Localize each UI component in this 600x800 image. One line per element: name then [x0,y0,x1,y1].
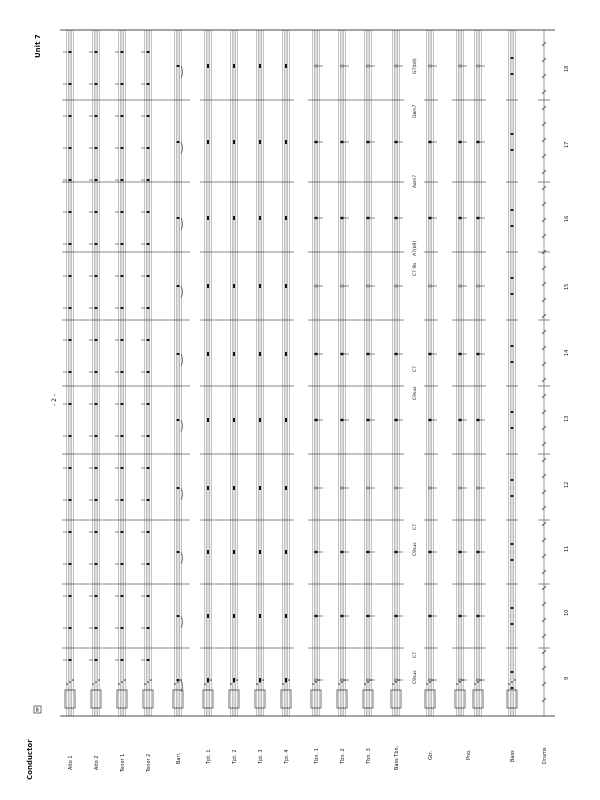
note-head [94,275,97,277]
key-signature-mark [204,683,206,685]
whole-rest [207,284,209,288]
note-head [177,679,180,681]
instrument-label-tpt-4: Tpt. 4 [284,749,290,764]
key-signature-mark [392,683,394,685]
note-head [314,141,317,143]
whole-rest [285,140,287,144]
note-head [146,147,149,149]
chord-symbol: G7(b9) [413,58,418,74]
note-head [476,419,479,421]
note-head [146,499,149,501]
instrument-label-bass: Bass [510,750,516,762]
note-head [94,307,97,309]
note-head [340,419,343,421]
note-head [511,73,514,75]
note-head [94,211,97,213]
note-head [68,275,71,277]
key-signature-mark [262,679,264,681]
note-head [120,275,123,277]
note-head [68,51,71,53]
chord-symbol: C9sus [413,386,418,400]
note-head [68,147,71,149]
instrument-label-bass-tbn: Bass Tbn. [394,745,400,770]
note-head [94,403,97,405]
whole-rest [259,550,261,554]
note-head [394,141,397,143]
note-head [120,179,123,181]
instrument-label-tpt-2: Tpt. 2 [232,749,238,764]
instrument-label-tenor-1: Tenor 1 [120,753,126,772]
note-head [68,531,71,533]
whole-rest [285,216,287,220]
note-head [314,217,317,219]
key-signature-mark [118,683,120,685]
note-head [68,627,71,629]
key-signature-mark [256,683,258,685]
note-head [511,607,514,609]
note-head [511,149,514,151]
chord-symbol: Døm7 [413,104,418,118]
staff [313,30,319,716]
instrument-label-tenor-2: Tenor 2 [146,753,152,772]
note-head [68,563,71,565]
note-head [428,141,431,143]
key-signature-mark [395,681,397,683]
whole-rest [207,64,209,68]
chord-symbol: C9sus [413,542,418,556]
note-head [366,217,369,219]
note-head [120,595,123,597]
note-head [68,659,71,661]
instrument-label-pno: Pno. [466,749,472,760]
key-signature-mark [174,683,176,685]
note-head [68,307,71,309]
note-head [476,217,479,219]
measure-number: 16 [564,215,570,222]
note-head [68,467,71,469]
key-signature-mark [456,683,458,685]
note-head [120,531,123,533]
note-head [394,419,397,421]
measure-number: 15 [564,283,570,290]
whole-rest [207,678,209,682]
note-head [146,627,149,629]
notes-layer [63,42,546,708]
note-head [146,51,149,53]
note-head [94,51,97,53]
staff [283,30,289,716]
conductor-label: Conductor [26,739,34,780]
key-signature-mark [474,683,476,685]
staves-layer [67,30,544,716]
instrument-label-tpt-3: Tpt. 3 [258,749,264,764]
note-head [68,211,71,213]
note-head [511,57,514,59]
measure-number: 13 [564,415,570,422]
whole-rest [259,216,261,220]
note-head [94,627,97,629]
note-head [68,115,71,117]
key-signature-mark [150,679,152,681]
staff [365,30,371,716]
key-signature-mark [514,679,516,681]
measure-number: 11 [564,545,570,552]
note-head [511,623,514,625]
page-number: - 2 - [51,394,58,406]
note-head [94,563,97,565]
note-head [366,615,369,617]
key-signature-mark [72,679,74,681]
note-head [120,467,123,469]
note-head [511,277,514,279]
key-signature-mark [95,681,97,683]
note-head [458,353,461,355]
whole-rest [259,284,261,288]
note-head [146,403,149,405]
note-head [68,499,71,501]
whole-rest [233,64,235,68]
whole-rest [207,418,209,422]
whole-rest [233,216,235,220]
note-head [511,543,514,545]
note-head [68,83,71,85]
whole-rest [285,64,287,68]
note-head [120,371,123,373]
measure-number: 10 [564,609,570,616]
note-head [366,141,369,143]
barlines-layer [60,30,555,716]
note-head [394,217,397,219]
note-head [146,467,149,469]
note-head [511,687,514,689]
note-head [428,419,431,421]
note-head [94,467,97,469]
note-head [94,179,97,181]
measure-number: 9 [564,676,570,680]
note-head [511,361,514,363]
note-head [314,419,317,421]
note-head [314,353,317,355]
whole-rest [207,140,209,144]
whole-rest [259,614,261,618]
note-head [177,487,180,489]
whole-rest [233,140,235,144]
note-head [94,595,97,597]
key-signature-mark [367,681,369,683]
instrument-label-bari: Bari. [176,752,182,764]
note-head [94,83,97,85]
chord-symbol: C7 [413,651,418,658]
note-head [120,307,123,309]
chord-symbol: C7 [413,365,418,372]
note-head [511,133,514,135]
note-head [458,551,461,553]
note-head [120,115,123,117]
note-head [94,531,97,533]
note-head [68,243,71,245]
note-head [146,531,149,533]
key-signature-mark [98,679,100,681]
whole-rest [233,614,235,618]
whole-rest [259,486,261,490]
staff [393,30,399,716]
chord-symbol: Aøm7 [413,174,418,188]
whole-rest [233,486,235,490]
key-signature-mark [508,683,510,685]
staff [231,30,237,716]
note-head [511,293,514,295]
note-head [458,419,461,421]
note-head [177,141,180,143]
note-head [146,83,149,85]
note-head [68,403,71,405]
instrument-label-tbn-2: Tbn. 2 [340,748,346,764]
note-head [177,65,180,67]
key-signature-mark [66,683,68,685]
note-head [340,217,343,219]
whole-rest [207,216,209,220]
note-head [120,499,123,501]
chord-symbol: A7(b9) [413,240,418,256]
note-head [340,615,343,617]
note-head [394,615,397,617]
measure-number: 18 [564,65,570,72]
note-head [120,339,123,341]
staff [457,30,463,716]
key-signature-mark [236,679,238,681]
whole-rest [285,550,287,554]
note-head [476,551,479,553]
note-head [120,83,123,85]
measure-number: 14 [564,349,570,356]
note-head [476,615,479,617]
key-signature-mark [364,683,366,685]
measure-numbers [564,66,570,680]
note-head [428,217,431,219]
key-signature-mark [147,681,149,683]
key-signature-mark [338,683,340,685]
note-head [146,307,149,309]
measure-number: 17 [564,141,570,148]
note-head [94,435,97,437]
note-head [340,141,343,143]
key-signature-mark [177,681,179,683]
note-head [428,615,431,617]
note-head [68,435,71,437]
note-head [94,339,97,341]
key-signature-mark [230,683,232,685]
whole-rest [285,284,287,288]
whole-rest [259,64,261,68]
key-signature-mark [315,681,317,683]
note-head [177,551,180,553]
note-head [68,595,71,597]
instrument-label-alto-1: Alto 1 [68,755,74,770]
note-head [120,211,123,213]
note-head [146,115,149,117]
note-head [340,551,343,553]
key-signature-mark [282,683,284,685]
note-head [458,217,461,219]
key-signature-mark [477,681,479,683]
note-head [94,371,97,373]
measure-number: 12 [564,481,570,488]
note-head [428,353,431,355]
guitar-chord-symbols [412,58,418,684]
note-head [177,217,180,219]
note-head [120,51,123,53]
whole-rest [285,418,287,422]
note-head [366,551,369,553]
unit-label: Unit 7 [34,34,42,58]
note-head [511,427,514,429]
note-head [146,595,149,597]
note-head [68,339,71,341]
note-head [120,563,123,565]
note-head [146,371,149,373]
note-head [476,141,479,143]
note-head [146,243,149,245]
key-signature-mark [92,683,94,685]
instrument-label-tpt-1: Tpt. 1 [206,749,212,764]
key-signature-mark [69,681,71,683]
note-head [314,551,317,553]
whole-rest [285,678,287,682]
staff [475,30,481,716]
chord-symbol: C7 9b [413,262,418,276]
staff [257,30,263,716]
whole-rest [285,486,287,490]
instrument-label-gtr: Gtr. [428,750,434,760]
whole-rest [285,352,287,356]
instrument-label-alto-2: Alto 2 [94,755,100,770]
whole-rest [233,550,235,554]
note-head [511,225,514,227]
note-head [511,479,514,481]
staff [205,30,211,716]
note-head [94,243,97,245]
note-head [340,353,343,355]
note-head [146,339,149,341]
key-signature-mark [124,679,126,681]
key-signature-mark [144,683,146,685]
note-head [511,495,514,497]
note-head [94,115,97,117]
note-head [120,627,123,629]
chord-symbol: C9sus [413,670,418,684]
note-head [511,209,514,211]
note-head [511,559,514,561]
rehearsal-mark: B [35,707,39,714]
whole-rest [259,140,261,144]
note-head [177,419,180,421]
note-head [394,551,397,553]
note-head [146,275,149,277]
note-head [314,615,317,617]
staff [427,30,433,716]
note-head [146,659,149,661]
note-head [511,345,514,347]
chord-symbol: C7 [413,523,418,530]
whole-rest [259,418,261,422]
whole-rest [259,352,261,356]
note-head [120,659,123,661]
key-signature-mark [121,681,123,683]
key-signature-mark [288,679,290,681]
instrument-label-drums: Drums [542,747,548,764]
note-head [458,615,461,617]
note-head [120,147,123,149]
note-head [177,285,180,287]
note-head [177,353,180,355]
note-head [366,353,369,355]
note-head [366,419,369,421]
note-head [120,435,123,437]
whole-rest [207,486,209,490]
note-head [428,551,431,553]
whole-rest [207,550,209,554]
instrument-label-tbn-1: Tbn. 1 [314,748,320,764]
whole-rest [233,678,235,682]
whole-rest [259,678,261,682]
whole-rest [233,284,235,288]
staff [175,30,181,716]
note-head [458,141,461,143]
key-signature-mark [312,683,314,685]
note-head [68,371,71,373]
note-head [511,671,514,673]
note-head [146,211,149,213]
key-signature-mark [459,681,461,683]
note-head [120,243,123,245]
key-signature-mark [426,683,428,685]
instrument-label-tbn-3: Tbn. 3 [366,748,372,764]
staff [339,30,345,716]
note-head [476,353,479,355]
note-head [94,499,97,501]
note-head [146,563,149,565]
note-head [68,179,71,181]
key-signature-mark [511,681,513,683]
whole-rest [285,614,287,618]
whole-rest [233,418,235,422]
note-head [394,353,397,355]
staff [509,30,515,716]
note-head [146,435,149,437]
note-head [511,411,514,413]
whole-rest [207,614,209,618]
note-head [146,179,149,181]
note-head [120,403,123,405]
note-head [94,659,97,661]
instrument-labels [68,745,548,773]
whole-rest [207,352,209,356]
key-signature-mark [210,679,212,681]
key-signature-mark [341,681,343,683]
note-head [94,147,97,149]
key-signature-mark [429,681,431,683]
note-head [177,615,180,617]
whole-rest [233,352,235,356]
